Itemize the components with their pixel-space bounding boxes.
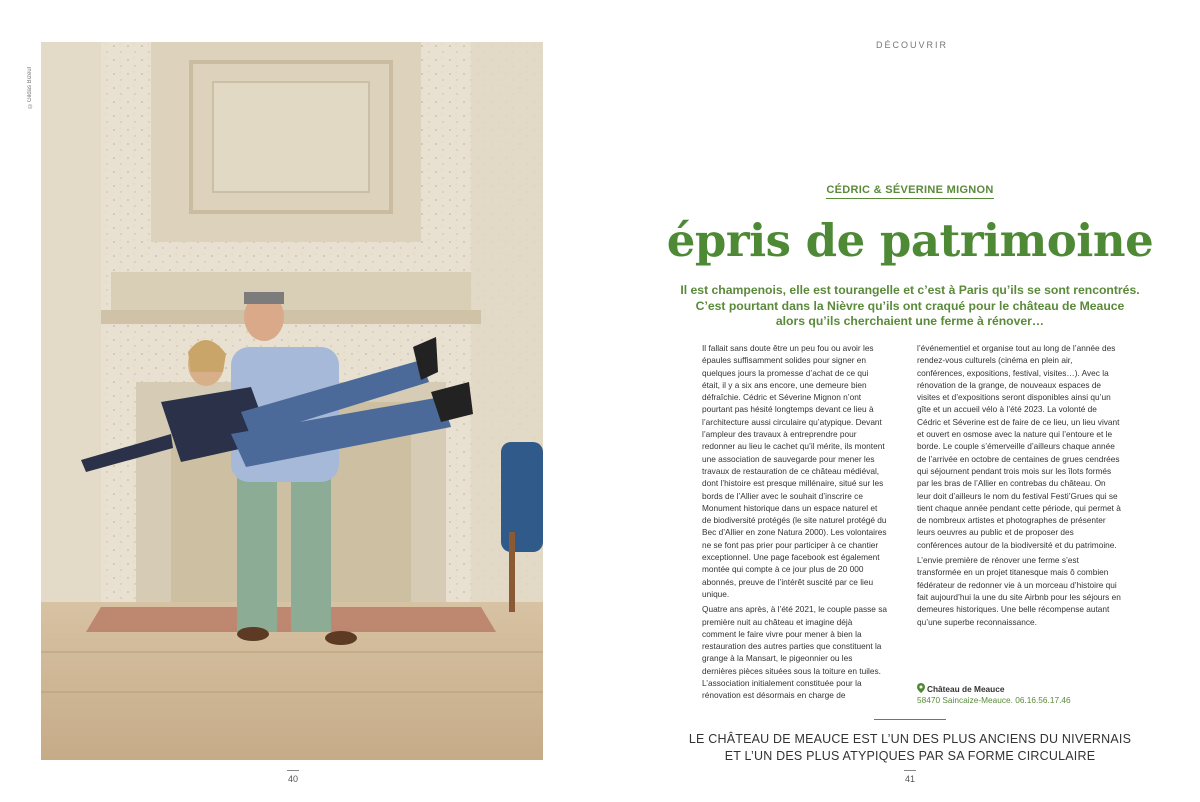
paragraph: L’envie première de rénover une ferme s’est transformée en un projet titanesque mais ô combien fédérateur de redonner vie à un morceau d’histoire qui fait aujourd’hui la une du site Airbnb pour les séjours en demeures historiques. Une belle récompense autant qu’une superbe reconnaissance. bbox=[917, 555, 1121, 627]
location-pin-icon bbox=[917, 683, 925, 693]
body-column-1 bbox=[702, 342, 888, 705]
intro bbox=[640, 283, 1180, 330]
pullquote-line: LE CHÂTEAU DE MEAUCE EST L’UN DES PLUS ANCIENS DU NIVERNAIS bbox=[688, 732, 1132, 746]
page-number-left: 40 bbox=[273, 770, 313, 784]
section-label: DÉCOUVRIR bbox=[876, 40, 949, 50]
contact-name: Château de Meauce bbox=[927, 684, 1005, 694]
headline: épris de patrimoine bbox=[666, 214, 1154, 267]
body-column-2 bbox=[917, 342, 1121, 631]
intro-line: alors qu’ils cherchaient une ferme à rénover… bbox=[775, 314, 1045, 328]
contact-block bbox=[917, 683, 1071, 706]
pullquote-divider bbox=[874, 719, 946, 720]
photo-credit: ©Gildas Bizeul bbox=[27, 66, 33, 108]
intro-line: Il est champenois, elle est tourangelle et c’est à Paris qu’ils se sont rencontrés. bbox=[680, 283, 1140, 297]
feature-photo bbox=[41, 42, 543, 760]
paragraph: Quatre ans après, à l’été 2021, le couple passe sa première nuit au château et imagine déjà comment le faire vivre pour mener à bien la restauration des autres parties que constituent la grange à la Mansart, le pigeonnier ou les dernières pièces situées sous la toiture en tuiles. L’association initialement constituée pour la rénovation est désormais en charge de bbox=[702, 604, 887, 701]
paragraph: l’événementiel et organise tout au long de l’année des rendez-vous culturels (cinéma en plein air, conférences, expositions, festival, visites…). Avec la rénovation de la grange, de nouveaux espaces de visites et d’expositions seront disponibles ainsi qu’un gîte et un accueil vélo à l’été 2023. La volonté de Cédric et Séverine est de faire de ce lieu, un lieu vivant et ouvert en osmose avec la nature qui l’entoure et le borde. Le couple s’émerveille d’ailleurs chaque année de l’arrivée en octobre de centaines de grues cendrées qui séjournent pendant trois mois sur les îlots formés par les bras de l’Allier en contrebas du château. On leur doit d’ailleurs le nom du festival Festi’Grues qui se tient chaque année pendant cette période, qui permet à de nombreux artistes et photographes de présenter leurs oeuvres au public et de proposer des conférences autour de la biodiversité et du patrimoine. bbox=[917, 343, 1121, 550]
contact-address: 58470 Saincaize-Meauce. 06.16.56.17.46 bbox=[917, 695, 1071, 705]
intro-line: C’est pourtant dans la Nièvre qu’ils ont craqué pour le château de Meauce bbox=[695, 298, 1125, 313]
page-number-right: 41 bbox=[890, 770, 930, 784]
paragraph: Il fallait sans doute être un peu fou ou avoir les épaules suffisamment solides pour signer en quelques jours la promesse d’achat de ce qui était, il y a six ans encore, une demeure bien défraîchie. Cédric et Séverine Mignon n’ont pourtant pas hésité longtemps devant ce lieu à l’architecture aussi circulaire qu’atypique. Devant l’ampleur des travaux à entreprendre pour redonner au lieu le cachet qu’il mérite, ils montent une association de sauvegarde pour mener les travaux de restauration de ce château médiéval, dont l’histoire est presque millénaire, situé sur les bords de l’Allier avec le souhait d’inscrire ce Monument historique dans un espace naturel et de biodiversité protégés (le site naturel protégé du Bec d’Allier en zone Natura 2000). Les volontaires ne se font pas prier pour participer à ce chantier exceptionnel. Une page facebook est également montée qui compte à ce jour plus de 20 000 abonnés, preuve de l’intérêt suscité par ce lieu unique. bbox=[702, 343, 887, 599]
photo-illustration bbox=[41, 42, 543, 760]
pullquote-line: ET L’UN DES PLUS ATYPIQUES PAR SA FORME CIRCULAIRE bbox=[724, 749, 1096, 763]
pullquote bbox=[680, 731, 1140, 765]
kicker bbox=[760, 184, 1060, 196]
kicker-text: CÉDRIC & SÉVERINE MIGNON bbox=[826, 184, 993, 199]
